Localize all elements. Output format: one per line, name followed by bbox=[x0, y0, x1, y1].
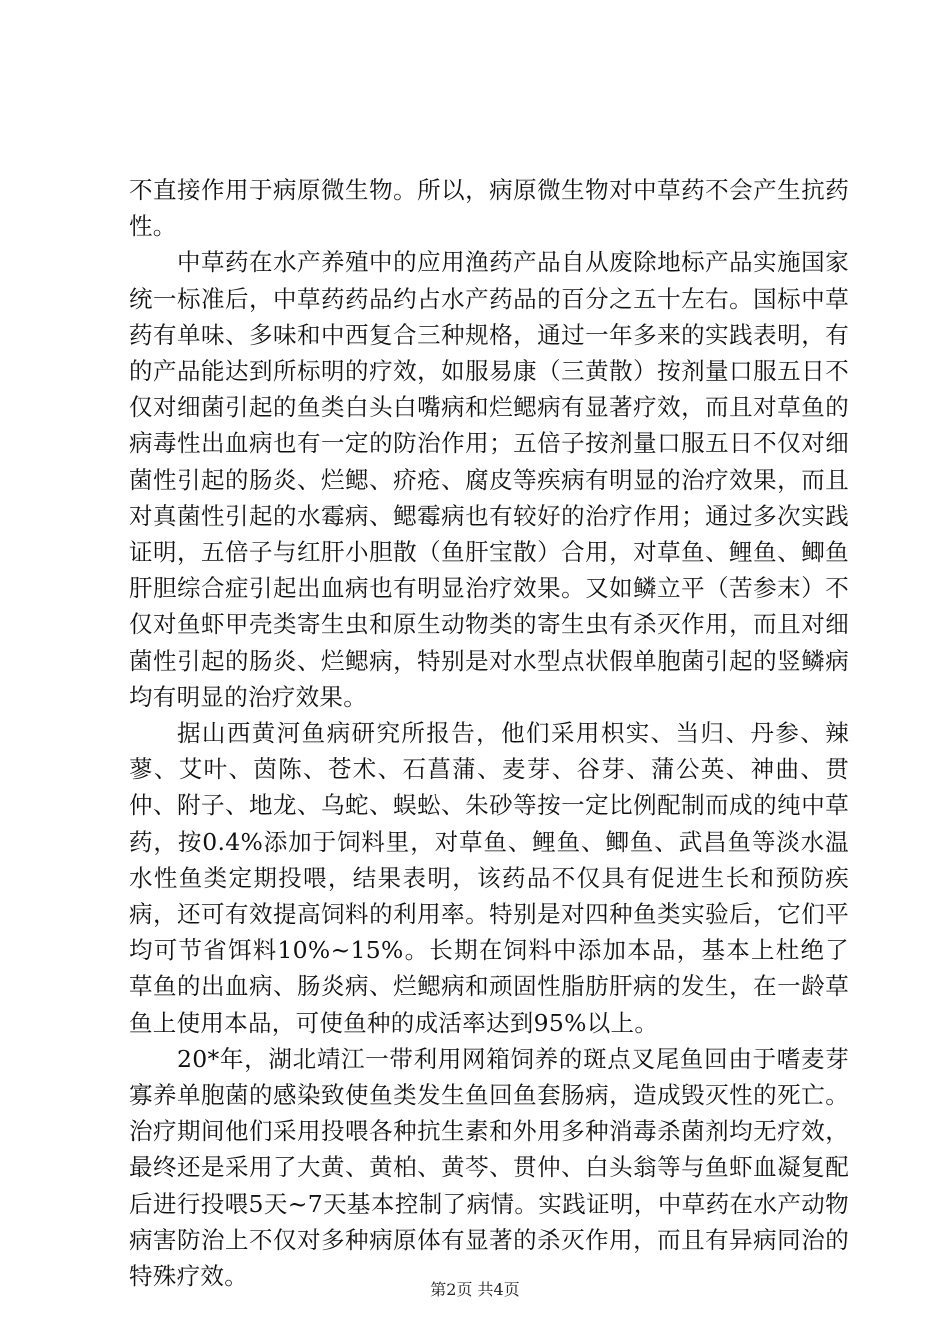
paragraph-herbal-applications: 中草药在水产养殖中的应用渔药产品自从废除地标产品实施国家统一标准后，中草药药品约占水产药品的百分之五十左右。国标中草药有单味、多味和中西复合三种规格，通过一年多来的实践表明，有的产品能达到所标明的疗效，如服易康（三黄散）按剂量口服五日不仅对细菌引起的鱼类白头白嘴病和烂鳃病有显著疗效，而且对草鱼的病毒性出血病也有一定的防治作用；五倍子按剂量口服五日不仅对细菌性引起的肠炎、烂鳃、疥疮、腐皮等疾病有明显的治疗效果，而且对真菌性引起的水霉病、鳃霉病也有较好的治疗作用；通过多次实践证明，五倍子与红肝小胆散（鱼肝宝散）合用，对草鱼、鲤鱼、鲫鱼肝胆综合症引起出血病也有明显治疗效果。又如鳞立平（苦参末）不仅对鱼虾甲壳类寄生虫和原生动物类的寄生虫有杀灭作用，而且对细菌性引起的肠炎、烂鳃病，特别是对水型点状假单胞菌引起的竖鳞病均有明显的治疗效果。 bbox=[129, 248, 849, 711]
document-body bbox=[129, 172, 849, 1294]
page-footer: 第2页 共4页 bbox=[430, 1280, 520, 1299]
paragraph-shanxi-report: 据山西黄河鱼病研究所报告，他们采用枳实、当归、丹参、辣蓼、艾叶、茵陈、苍术、石菖蒲、麦芽、谷芽、蒲公英、神曲、贯仲、附子、地龙、乌蛇、蜈蚣、朱砂等按一定比例配制而成的纯中草药，按0.4%添加于饲料里，对草鱼、鲤鱼、鲫鱼、武昌鱼等淡水温水性鱼类定期投喂，结果表明，该药品不仅具有促进生长和预防疾病，还可有效提高饲料的利用率。特别是对四种鱼类实验后，它们平均可节省饵料10%~15%。长期在饲料中添加本品，基本上杜绝了草鱼的出血病、肠炎病、烂鳃病和顽固性脂肪肝病的发生，在一龄草鱼上使用本品，可使鱼种的成活率达到95%以上。 bbox=[129, 719, 849, 1037]
paragraph-hubei-case: 20*年，湖北靖江一带利用网箱饲养的斑点叉尾鱼回由于嗜麦芽寡养单胞菌的感染致使鱼类发生鱼回鱼套肠病，造成毁灭性的死亡。治疗期间他们采用投喂各种抗生素和外用多种消毒杀菌剂均无疗效，最终还是采用了大黄、黄柏、黄芩、贯仲、白头翁等与鱼虾血凝复配后进行投喂5天~7天基本控制了病情。实践证明，中草药在水产动物病害防治上不仅对多种病原体有显著的杀灭作用，而且有异病同治的特殊疗效。 bbox=[129, 1044, 849, 1291]
paragraph-continuation: 不直接作用于病原微生物。所以，病原微生物对中草药不会产生抗药性。 bbox=[129, 176, 849, 241]
